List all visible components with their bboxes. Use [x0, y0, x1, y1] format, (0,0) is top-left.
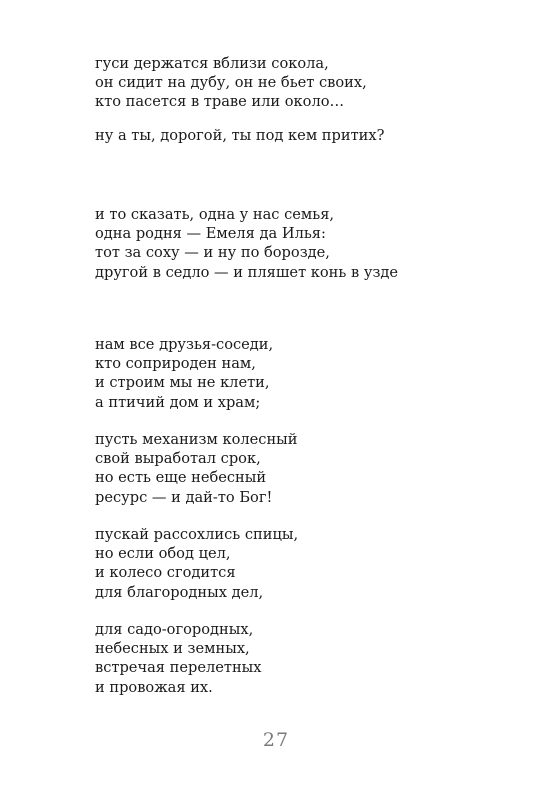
poem-line: и то сказать, одна у нас семья,: [95, 206, 335, 223]
poem-line: кто пасется в траве или около…: [95, 93, 345, 111]
poem-line: пускай рассохлись спицы,: [95, 526, 299, 543]
poem-line: для садо-огородных,: [95, 621, 254, 638]
poem-line: для благородных дел,: [95, 583, 264, 601]
poem-line: тот за соху — и ну по борозде,: [95, 244, 330, 262]
poem-stanza: [95, 430, 298, 507]
poem-line: пусть механизм колесный: [95, 431, 298, 448]
poem-line: другой в седло — и пляшет конь в узде: [95, 263, 399, 281]
poem-line: небесных и земных,: [95, 640, 250, 658]
poem-line: одна родня — Емеля да Илья:: [95, 225, 326, 243]
poem-stanza: [95, 54, 367, 112]
poem-stanza: [95, 126, 384, 145]
poem-line: кто соприроден нам,: [95, 355, 256, 373]
poem-stanza: [95, 620, 262, 697]
poem-line: гуси держатся вблизи сокола,: [95, 55, 329, 72]
poem-line: встречая перелетных: [95, 659, 262, 677]
poem-line: и строим мы не клети,: [95, 374, 270, 392]
poem-stanza: [95, 335, 273, 412]
poem-line: ресурс — и дай-то Бог!: [95, 488, 273, 506]
poem-line: ну а ты, дорогой, ты под кем притих?: [95, 127, 385, 144]
poem-line: он сидит на дубу, он не бьет своих,: [95, 74, 367, 92]
poem-line: свой выработал срок,: [95, 450, 261, 468]
poem-line: и провожая их.: [95, 678, 213, 696]
poem-stanza: [95, 525, 298, 602]
poem-line: но если обод цел,: [95, 545, 231, 563]
poem-line: нам все друзья-соседи,: [95, 336, 274, 353]
poem-stanza: [95, 205, 398, 282]
poem-line: и колесо сгодится: [95, 564, 236, 582]
poem-line: но есть еще небесный: [95, 469, 267, 487]
page-number: 27: [262, 729, 290, 751]
poem-line: а птичий дом и храм;: [95, 393, 261, 411]
